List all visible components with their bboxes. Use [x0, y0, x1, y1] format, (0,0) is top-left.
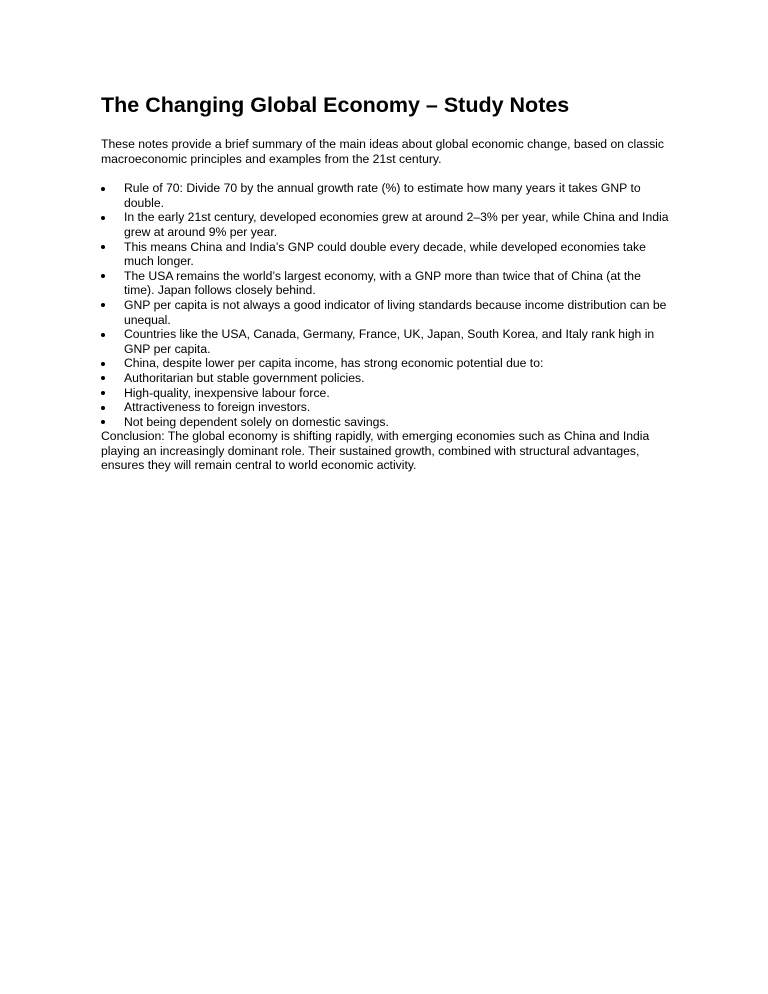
- list-item: [101, 269, 671, 298]
- main-points-list: [101, 181, 671, 371]
- list-item-text: This means China and India’s GNP could double every decade, while developed economies take much longer.: [124, 239, 646, 269]
- list-item-text: In the early 21st century, developed economies grew at around 2–3% per year, while China and India grew at around 9% per year.: [124, 210, 669, 239]
- conclusion-paragraph: Conclusion: The global economy is shifting rapidly, with emerging economies such as China and India playing an increasingly dominant role. Their sustained growth, combined with structural advantages, ensures they will remain central to world economic activity.: [101, 429, 650, 473]
- list-item: [101, 400, 671, 415]
- list-item-text: GNP per capita is not always a good indicator of living standards because income distribution can be unequal.: [124, 297, 667, 327]
- list-item: [101, 415, 671, 430]
- list-item-text: China, despite lower per capita income, has strong economic potential due to:: [124, 356, 544, 371]
- bullet-icon: [101, 420, 105, 424]
- list-item: [101, 240, 671, 269]
- bullet-icon: [101, 303, 105, 307]
- list-item: [101, 386, 671, 401]
- bullet-icon: [101, 391, 105, 395]
- china-factors-list: [101, 371, 671, 429]
- list-item: [101, 327, 671, 356]
- bullet-icon: [101, 216, 105, 220]
- bullet-icon: [101, 376, 105, 380]
- list-item-text: The USA remains the world’s largest economy, with a GNP more than twice that of China (at the time). Japan follows closely behind.: [124, 268, 641, 298]
- bullet-icon: [101, 406, 105, 410]
- bullet-icon: [101, 245, 105, 249]
- list-item: [101, 181, 671, 210]
- intro-paragraph: These notes provide a brief summary of the main ideas about global economic change, based on classic macroeconomic principles and examples from the 21st century.: [101, 137, 664, 166]
- list-item-text: Attractiveness to foreign investors.: [124, 400, 311, 415]
- list-item-text: Authoritarian but stable government policies.: [124, 370, 365, 385]
- list-item: [101, 210, 671, 239]
- list-item-text: High-quality, inexpensive labour force.: [124, 385, 330, 400]
- bullet-icon: [101, 187, 105, 191]
- bullet-icon: [101, 274, 105, 278]
- page-title: The Changing Global Economy – Study Notes: [101, 93, 570, 117]
- list-item: [101, 371, 671, 386]
- document-page: [101, 92, 671, 473]
- bullet-icon: [101, 362, 105, 366]
- list-item-text: Countries like the USA, Canada, Germany, France, UK, Japan, South Korea, and Italy rank high in GNP per capita.: [124, 327, 655, 356]
- list-item: [101, 356, 671, 371]
- list-item-text: Rule of 70: Divide 70 by the annual growth rate (%) to estimate how many years it takes GNP to double.: [124, 181, 641, 210]
- list-item-text: Not being dependent solely on domestic savings.: [124, 414, 389, 429]
- list-item: [101, 298, 671, 327]
- bullet-icon: [101, 333, 105, 337]
